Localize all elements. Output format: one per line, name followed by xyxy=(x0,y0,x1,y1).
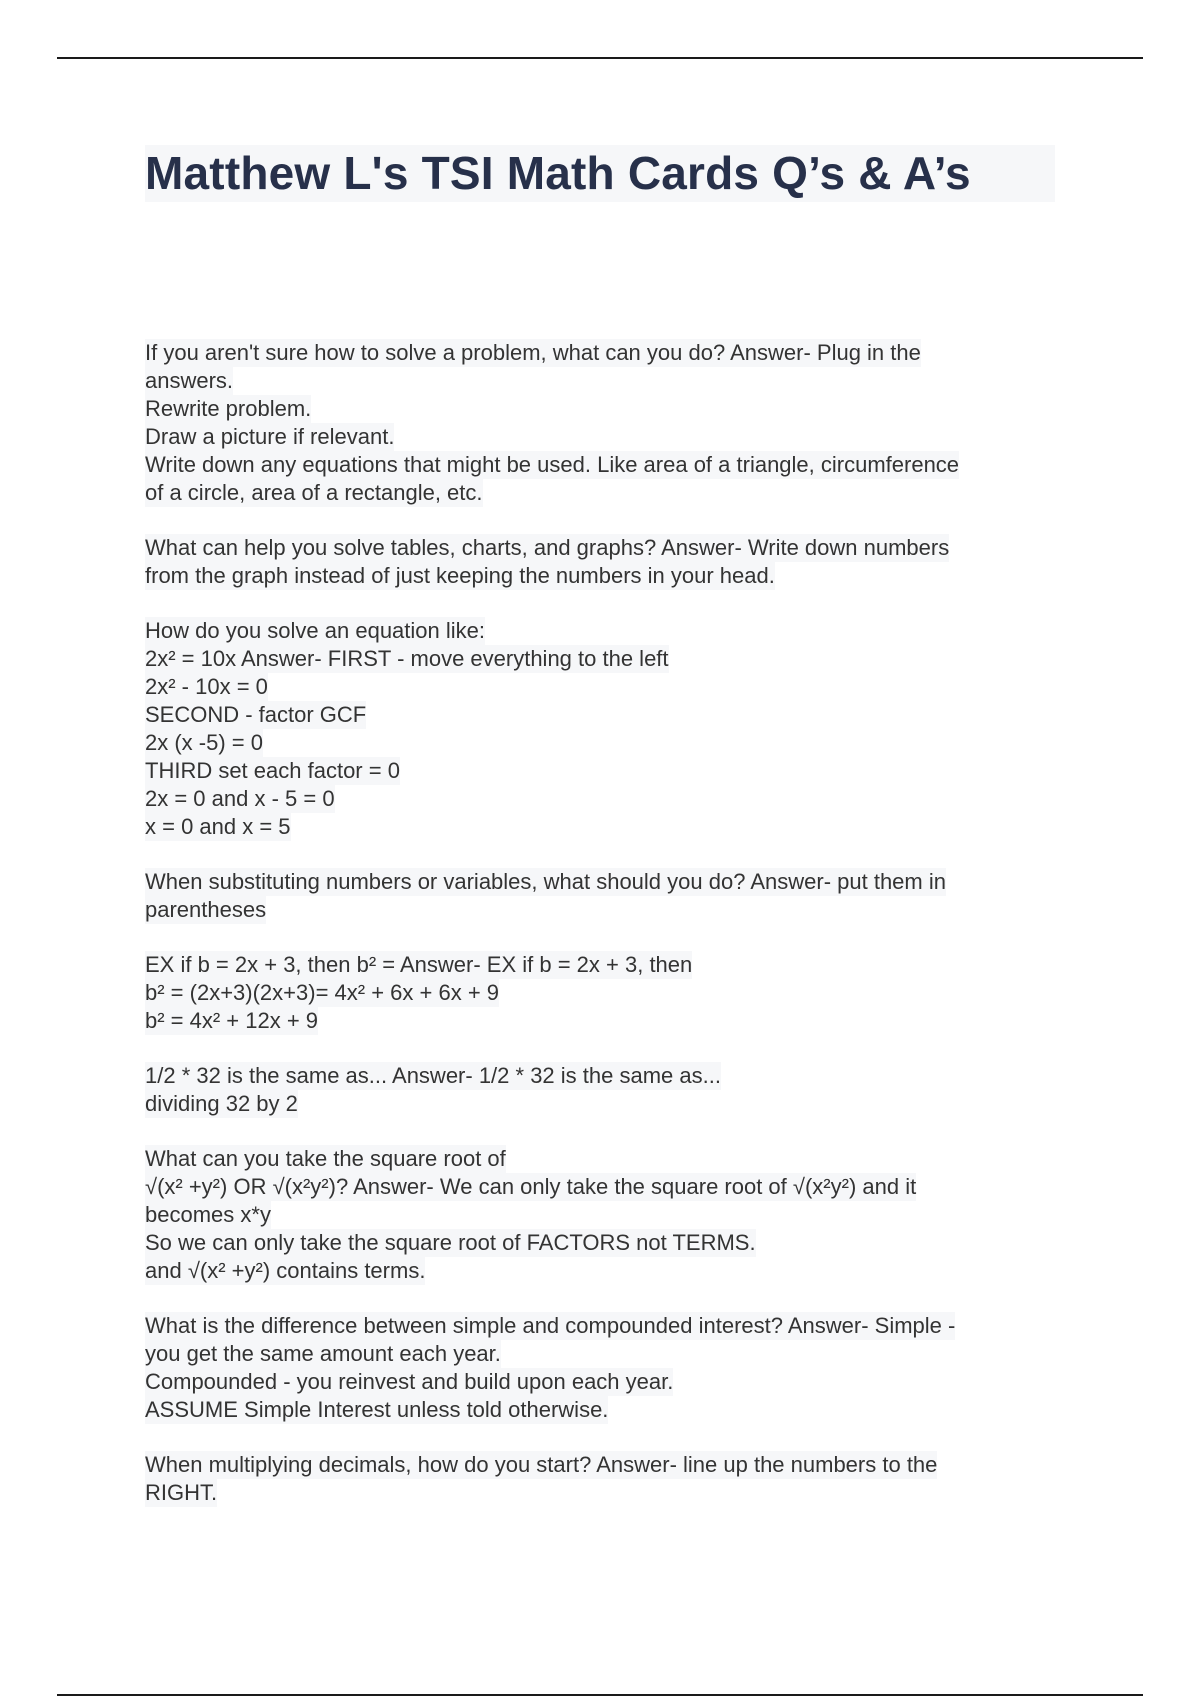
card-text-line: What is the difference between simple and compounded interest? Answer- Simple - xyxy=(145,1313,956,1338)
card-text-line: from the graph instead of just keeping the numbers in your head. xyxy=(145,563,775,588)
card-text-line: dividing 32 by 2 xyxy=(145,1091,298,1116)
card-text-line: you get the same amount each year. xyxy=(145,1341,501,1366)
flashcard xyxy=(145,1062,1050,1118)
card-text-line: RIGHT. xyxy=(145,1480,218,1505)
card-text-line: Write down any equations that might be used. Like area of a triangle, circumference xyxy=(145,452,960,477)
card-text-line: 2x² = 10x Answer- FIRST - move everything to the left xyxy=(145,646,669,671)
card-text-line: 2x (x -5) = 0 xyxy=(145,730,263,755)
flashcard-list xyxy=(145,339,1050,1534)
bottom-rule xyxy=(57,1694,1143,1696)
card-text-line: How do you solve an equation like: xyxy=(145,618,485,643)
card-text-line: THIRD set each factor = 0 xyxy=(145,758,400,783)
flashcard xyxy=(145,1451,1050,1507)
card-text-line: What can help you solve tables, charts, and graphs? Answer- Write down numbers xyxy=(145,535,950,560)
card-text-line: When substituting numbers or variables, what should you do? Answer- put them in xyxy=(145,869,946,894)
card-text-line: EX if b = 2x + 3, then b² = Answer- EX if b = 2x + 3, then xyxy=(145,952,693,977)
card-text-line: 1/2 * 32 is the same as... Answer- 1/2 * 32 is the same as... xyxy=(145,1063,721,1088)
card-text-line: Rewrite problem. xyxy=(145,396,312,421)
card-text-line: 2x² - 10x = 0 xyxy=(145,674,268,699)
card-text-line: b² = 4x² + 12x + 9 xyxy=(145,1008,319,1033)
flashcard xyxy=(145,868,1050,924)
card-text-line: √(x² +y²) OR √(x²y²)? Answer- We can only take the square root of √(x²y²) and it xyxy=(145,1174,917,1199)
card-text-line: ASSUME Simple Interest unless told otherwise. xyxy=(145,1397,609,1422)
card-text-line: of a circle, area of a rectangle, etc. xyxy=(145,480,483,505)
card-text-line: SECOND - factor GCF xyxy=(145,702,367,727)
card-text-line: answers. xyxy=(145,368,234,393)
card-text-line: 2x = 0 and x - 5 = 0 xyxy=(145,786,335,811)
card-text-line: x = 0 and x = 5 xyxy=(145,814,291,839)
card-text-line: b² = (2x+3)(2x+3)= 4x² + 6x + 6x + 9 xyxy=(145,980,500,1005)
card-text-line: becomes x*y xyxy=(145,1202,271,1227)
card-text-line: What can you take the square root of xyxy=(145,1146,506,1171)
flashcard xyxy=(145,951,1050,1035)
flashcard xyxy=(145,339,1050,507)
title-block xyxy=(145,145,1055,202)
card-text-line: Draw a picture if relevant. xyxy=(145,424,395,449)
card-text-line: parentheses xyxy=(145,897,267,922)
flashcard xyxy=(145,1312,1050,1424)
flashcard xyxy=(145,617,1050,841)
flashcard xyxy=(145,534,1050,590)
card-text-line: When multiplying decimals, how do you start? Answer- line up the numbers to the xyxy=(145,1452,938,1477)
card-text-line: If you aren't sure how to solve a problem, what can you do? Answer- Plug in the xyxy=(145,340,921,365)
card-text-line: Compounded - you reinvest and build upon each year. xyxy=(145,1369,674,1394)
top-rule xyxy=(57,57,1143,59)
flashcard xyxy=(145,1145,1050,1285)
document-title: Matthew L's TSI Math Cards Q’s & A’s xyxy=(145,147,971,199)
card-text-line: and √(x² +y²) contains terms. xyxy=(145,1258,426,1283)
card-text-line: So we can only take the square root of FACTORS not TERMS. xyxy=(145,1230,756,1255)
